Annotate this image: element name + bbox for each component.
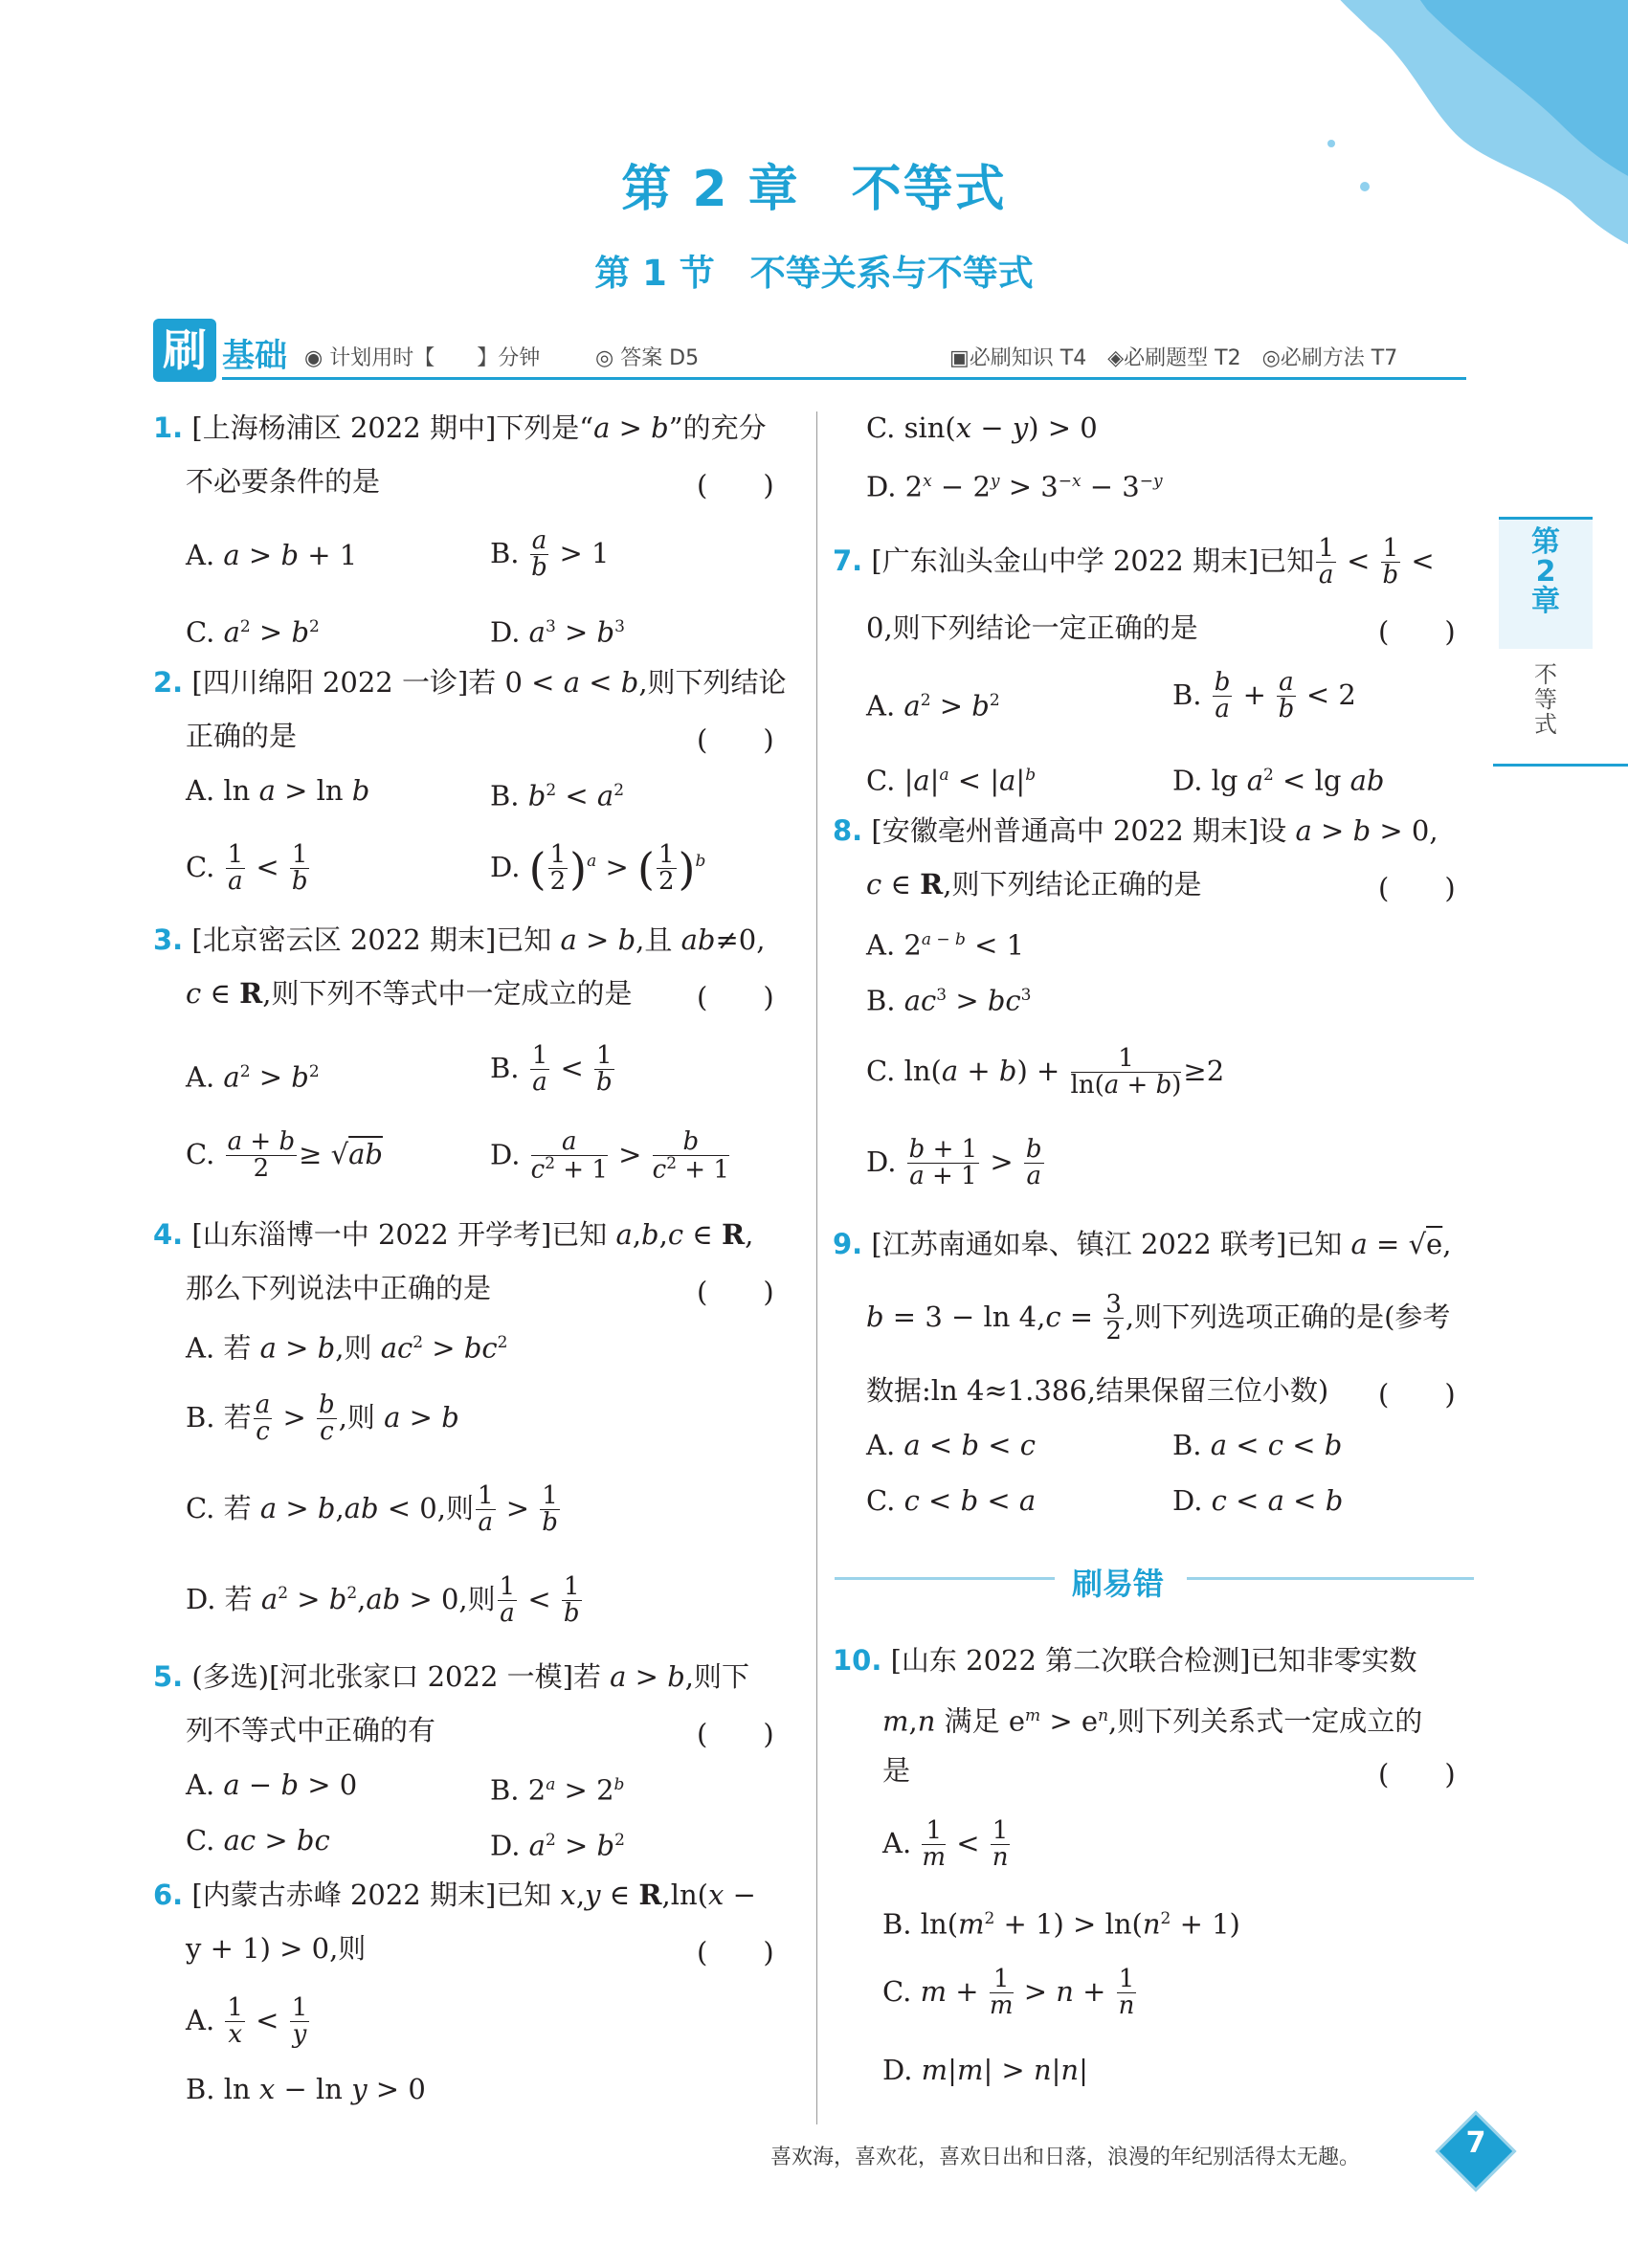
q3-answer-blank: ( ) — [697, 981, 774, 1013]
q4-stem: 4. [山东淄博一中 2022 开学考]已知 a,b,c ∈ R, — [153, 1218, 754, 1251]
q8-answer-blank: ( ) — [1378, 872, 1456, 904]
side-tab-rule — [1493, 764, 1628, 767]
q3-option-c: C. $\frac{a + b}{2}$ ≥ √ab — [186, 1127, 383, 1184]
chapter-title: 第 2 章 不等式 — [621, 161, 1007, 218]
q4-option-c: C. 若 a > b,ab < 0,则 $\frac{1}{a}$ > $\frac{1}{b}$ — [186, 1481, 558, 1538]
q2-option-b: B. $b^2 < a^2$ — [490, 779, 625, 812]
q2-stem: 2. [四川绵阳 2022 一诊]若 0 < a < b,则下列结论 — [153, 666, 787, 699]
q10-option-a: A. $\frac{1}{m}$ < $\frac{1}{n}$ — [882, 1816, 1009, 1873]
q8-option-d: D. $\frac{b + 1}{a + 1}$ > $\frac{b}{a}$ — [866, 1135, 1042, 1191]
answer-ref: ◎ 答案 D5 — [595, 346, 700, 370]
q8-option-a: A. $2^{a - b} < 1$ — [866, 928, 1025, 962]
column-divider — [816, 411, 817, 2124]
q3-stem-2: c ∈ R,则下列不等式中一定成立的是 — [186, 977, 633, 1010]
knowledge-refs: ▣必刷知识 T4 ◈必刷题型 T2 ◎必刷方法 T7 — [949, 346, 1398, 370]
q3-stem: 3. [北京密云区 2022 期末]已知 a > b,且 ab≠0, — [153, 923, 766, 956]
q1-stem: 1. [上海杨浦区 2022 期中]下列是“a > b”的充分 — [153, 411, 767, 444]
q7-option-b: B. $\frac{b}{a}$ + $\frac{a}{b}$ < 2 — [1172, 668, 1356, 724]
q10-option-c: C. m + $\frac{1}{m}$ > n + $\frac{1}{n}$ — [882, 1965, 1135, 2021]
q7-stem: 7. [广东汕头金山中学 2022 期末]已知 $\frac{1}{a}$ < $\frac{1}{b}$ < — [833, 534, 1435, 590]
q6-option-c: C. sin(x − y) > 0 — [866, 411, 1098, 444]
q1-stem-2: 不必要条件的是 — [186, 465, 381, 498]
side-tab-chapter — [1499, 517, 1593, 649]
plan-time: ◉ 计划用时【 】分钟 — [304, 346, 541, 370]
q10-answer-blank: ( ) — [1378, 1758, 1456, 1790]
q6-stem: 6. [内蒙古赤峰 2022 期末]已知 x,y ∈ R,ln(x − — [153, 1879, 756, 1911]
yicuo-rule-left — [835, 1577, 1055, 1580]
q9-option-d: D. c < a < b — [1172, 1484, 1344, 1517]
section-title: 第 1 节 不等关系与不等式 — [594, 253, 1034, 294]
q4-stem-2: 那么下列说法中正确的是 — [186, 1272, 492, 1304]
q2-stem-2: 正确的是 — [186, 720, 298, 752]
q2-option-c: C. $\frac{1}{a}$ < $\frac{1}{b}$ — [186, 840, 308, 897]
q2-option-a: A. ln a > ln b — [186, 774, 370, 807]
q4-option-a: A. 若 a > b,则 $ac^2 > bc^2$ — [186, 1331, 508, 1365]
q8-option-b: B. $ac^3 > bc^3$ — [866, 984, 1032, 1017]
q9-stem: 9. [江苏南通如皋、镇江 2022 联考]已知 a = √e, — [833, 1228, 1452, 1260]
q5-answer-blank: ( ) — [697, 1718, 774, 1750]
q9-answer-blank: ( ) — [1378, 1378, 1456, 1411]
q4-option-d: D. 若 $a^2 > b^2,ab > 0$,则 $\frac{1}{a}$ < $\frac{1}{b}$ — [186, 1572, 580, 1629]
q10-stem-3: 是 — [882, 1754, 911, 1787]
q6-option-b: B. ln x − ln y > 0 — [186, 2073, 426, 2105]
q3-option-b: B. $\frac{1}{a}$ < $\frac{1}{b}$ — [490, 1041, 613, 1098]
q5-stem-2: 列不等式中正确的有 — [186, 1714, 436, 1746]
q9-stem-3: 数据:ln 4≈1.386,结果保留三位小数) — [866, 1374, 1329, 1407]
badge-jichu: 基础 — [222, 337, 287, 375]
q7-option-c: C. $|a|^a < |a|^b$ — [866, 764, 1037, 797]
q4-answer-blank: ( ) — [697, 1276, 774, 1308]
side-tab-topic: 不 等 式 — [1534, 661, 1557, 738]
q2-option-d: D. ( $\frac{1}{2}$ )$^a$ > ( $\frac{1}{2}$ )$^b$ — [490, 840, 706, 897]
q4-option-b: B. 若 $\frac{a}{c}$ > $\frac{b}{c}$ ,则 a > b — [186, 1390, 459, 1447]
q7-option-a: A. $a^2 > b^2$ — [866, 689, 1000, 723]
q1-option-b: B. $\frac{a}{b}$ > 1 — [490, 526, 610, 583]
q8-stem-2: c ∈ R,则下列结论正确的是 — [866, 868, 1202, 901]
q9-option-c: C. c < b < a — [866, 1484, 1037, 1517]
section-yicuo: 刷易错 — [1072, 1566, 1165, 1602]
q7-option-d: D. $\lg a^2 < \lg$ ab — [1172, 764, 1385, 797]
q5-option-c: C. ac > bc — [186, 1824, 330, 1857]
side-tab-chapter-label: 第 2 章 — [1531, 525, 1560, 618]
q6-option-d: D. $2^x - 2^y > 3^{-x} - 3^{-y}$ — [866, 470, 1163, 503]
q9-option-b: B. a < c < b — [1172, 1429, 1343, 1461]
page-number: 7 — [1465, 2126, 1486, 2160]
q3-option-a: A. $a^2 > b^2$ — [186, 1060, 320, 1094]
q9-option-a: A. a < b < c — [866, 1429, 1037, 1461]
yicuo-rule-right — [1187, 1577, 1474, 1580]
q1-option-c: C. $a^2 > b^2$ — [186, 615, 320, 649]
q2-answer-blank: ( ) — [697, 723, 774, 756]
q10-option-b: B. $\ln(m^2 + 1) > \ln(n^2 + 1)$ — [882, 1907, 1240, 1941]
q5-option-d: D. $a^2 > b^2$ — [490, 1829, 625, 1862]
q10-stem-2: m,n 满足 $e^m > e^n$,则下列关系式一定成立的 — [882, 1704, 1423, 1738]
q1-option-d: D. $a^3 > b^3$ — [490, 615, 625, 649]
q7-answer-blank: ( ) — [1378, 615, 1456, 648]
q9-stem-2: b = 3 − ln 4,c = $\frac{3}{2}$ ,则下列选项正确的是(参考 — [866, 1290, 1451, 1346]
badge-shua: 刷 — [153, 319, 216, 382]
q3-option-d: D. $\frac{a}{c^2 + 1}$ > $\frac{b}{c^2 + 1}$ — [490, 1127, 729, 1185]
q6-stem-2: y + 1) > 0,则 — [186, 1932, 367, 1965]
q5-option-a: A. a − b > 0 — [186, 1768, 358, 1801]
q8-stem: 8. [安徽亳州普通高中 2022 期末]设 a > b > 0, — [833, 814, 1438, 847]
footer-quote: 喜欢海，喜欢花，喜欢日出和日落，浪漫的年纪别活得太无趣。 — [770, 2146, 1361, 2169]
q7-stem-2: 0,则下列结论一定正确的是 — [866, 611, 1198, 644]
header-rule — [222, 377, 1466, 380]
q5-option-b: B. $2^a > 2^b$ — [490, 1773, 625, 1807]
q10-stem: 10. [山东 2022 第二次联合检测]已知非零实数 — [833, 1644, 1417, 1677]
q5-stem: 5. (多选)[河北张家口 2022 一模]若 a > b,则下 — [153, 1660, 750, 1693]
q6-answer-blank: ( ) — [697, 1936, 774, 1968]
q1-answer-blank: ( ) — [697, 469, 774, 501]
q10-option-d: D. m|m| > n|n| — [882, 2054, 1088, 2086]
q1-option-a: A. a > b + 1 — [186, 539, 358, 571]
q8-option-c: C. ln(a + b) + $\frac{1}{\ln(a + b)}$ ≥2 — [866, 1044, 1225, 1101]
q6-option-a: A. $\frac{1}{x}$ < $\frac{1}{y}$ — [186, 1993, 308, 2050]
